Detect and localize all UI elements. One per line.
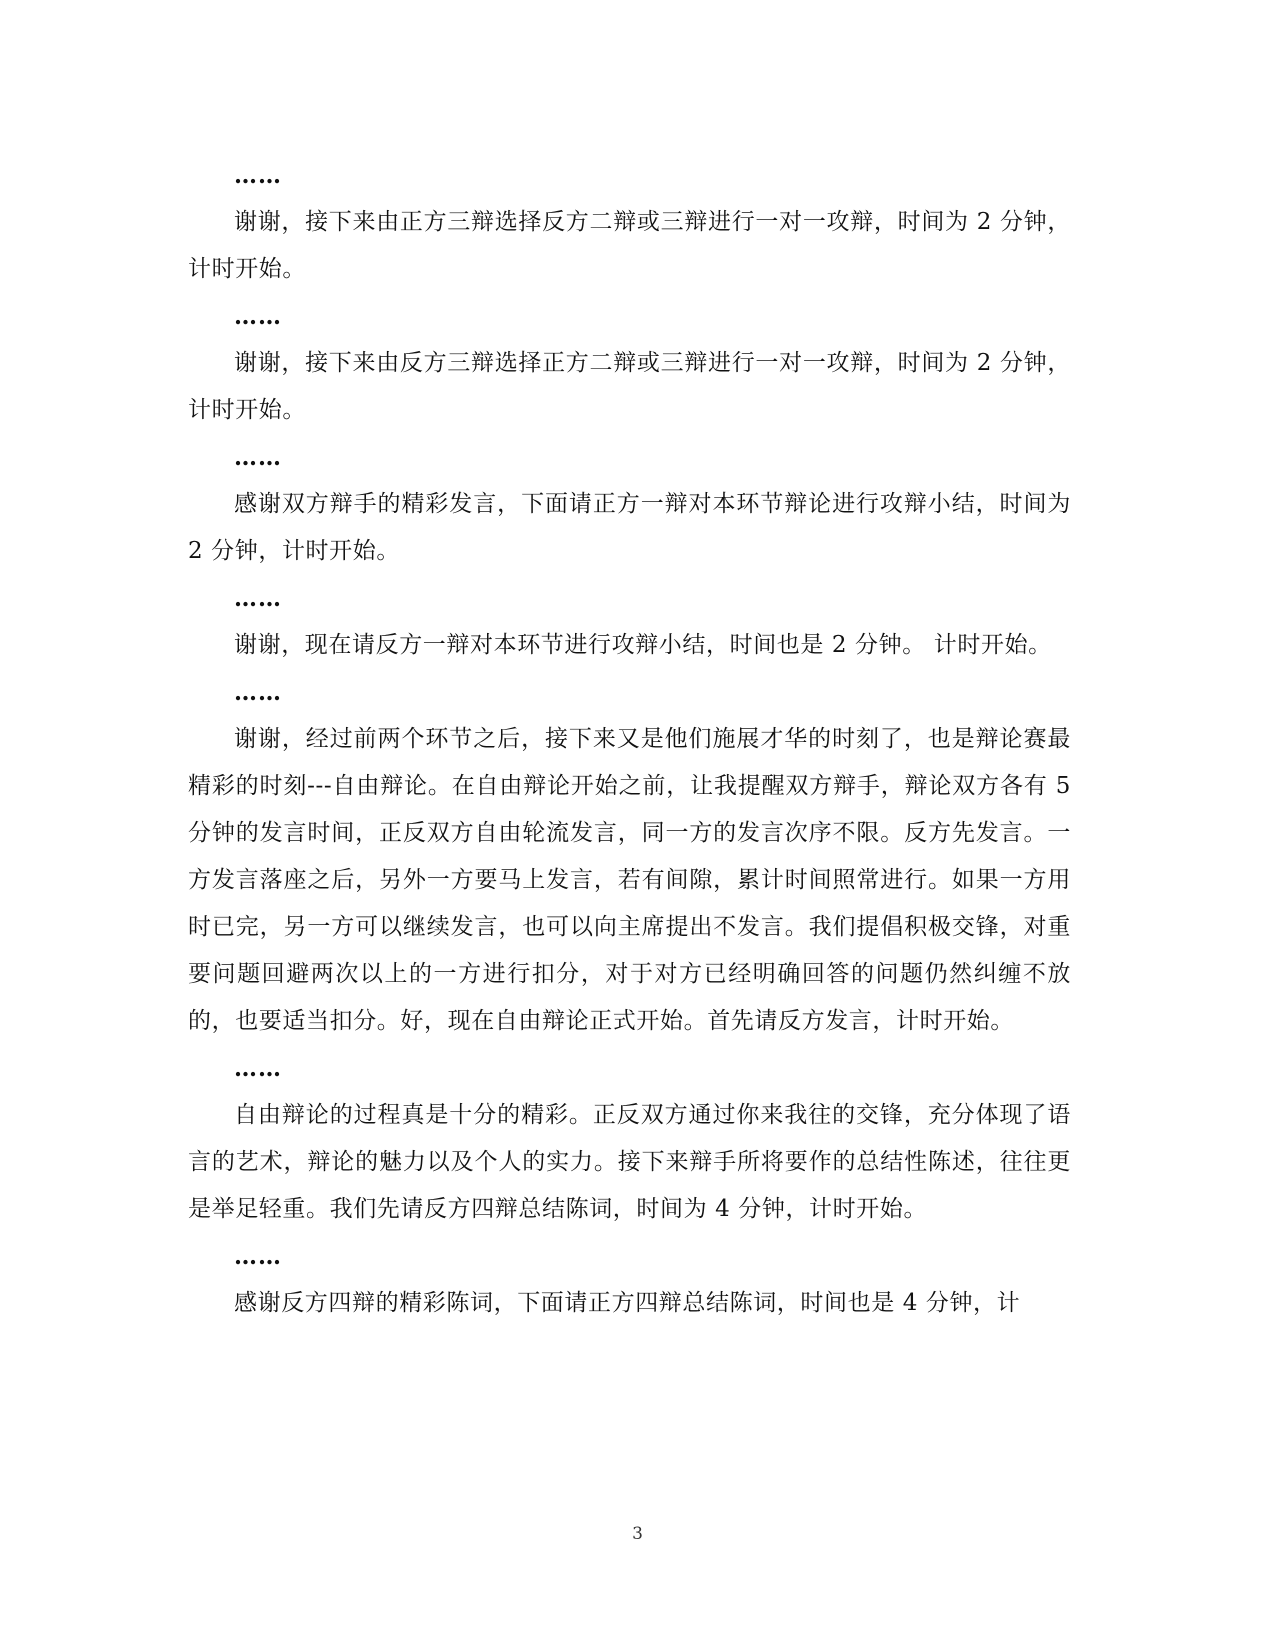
body-paragraph: 谢谢，接下来由反方三辩选择正方二辩或三辩进行一对一攻辩，时间为 2 分钟，计时开始。 [188,350,1071,423]
body-paragraph: 感谢双方辩手的精彩发言，下面请正方一辩对本环节辩论进行攻辩小结，时间为 2 分钟，计时开始。 [188,491,1071,564]
ellipsis-line: …… [234,444,282,471]
ellipsis-line: …… [234,679,282,706]
body-paragraph: 感谢反方四辩的精彩陈词，下面请正方四辩总结陈词，时间也是 4 分钟，计 [234,1290,1021,1316]
body-paragraph: 谢谢，现在请反方一辩对本环节进行攻辩小结，时间也是 2 分钟。 计时开始。 [234,632,1052,658]
page-number: 3 [632,1524,643,1544]
body-paragraph: 自由辩论的过程真是十分的精彩。正反双方通过你来我往的交锋，充分体现了语言的艺术，辩论的魅力以及个人的实力。接下来辩手所将要作的总结性陈述，往往更是举足轻重。我们先请反方四辩总结陈词，时间为 4 分钟，计时开始。 [188,1102,1071,1222]
ellipsis-line: …… [234,162,282,189]
ellipsis-line: …… [234,1243,282,1270]
ellipsis-line: …… [234,303,282,330]
page-body [188,152,1071,1327]
ellipsis-line: …… [234,1055,282,1082]
body-paragraph: 谢谢，接下来由正方三辩选择反方二辩或三辩进行一对一攻辩，时间为 2 分钟，计时开始。 [188,209,1071,282]
ellipsis-line: …… [234,585,282,612]
body-paragraph: 谢谢，经过前两个环节之后，接下来又是他们施展才华的时刻了，也是辩论赛最精彩的时刻---自由辩论。在自由辩论开始之前，让我提醒双方辩手，辩论双方各有 5 分钟的发言时间，正反双方自由轮流发言，同一方的发言次序不限。反方先发言。一方发言落座之后，另外一方要马上发言，若有间隙，累计时间照常进行。如果一方用时已完，另一方可以继续发言，也可以向主席提出不发言。我们提倡积极交锋，对重要问题回避两次以上的一方进行扣分，对于对方已经明确回答的问题仍然纠缠不放的，也要适当扣分。好，现在自由辩论正式开始。首先请反方发言，计时开始。 [188,726,1071,1034]
